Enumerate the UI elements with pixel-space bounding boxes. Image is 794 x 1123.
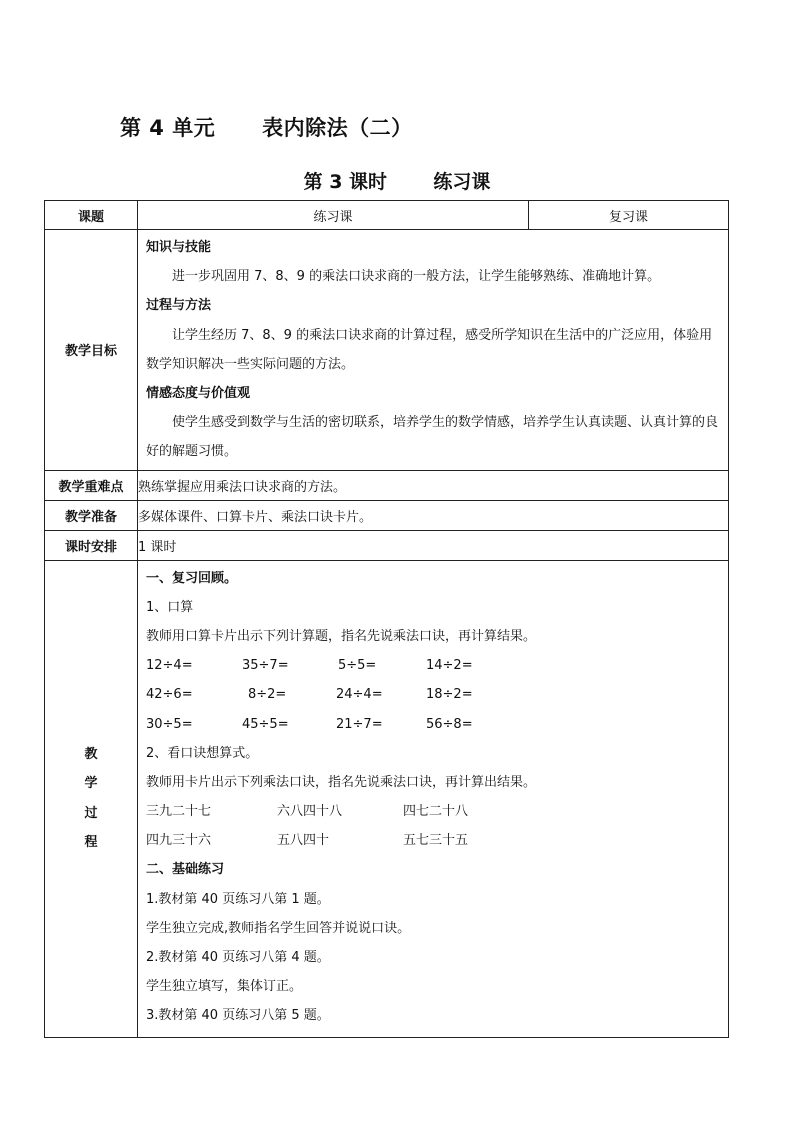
- calc-item: 12÷4=: [146, 658, 193, 674]
- prep-value: 多媒体课件、口算卡片、乘法口诀卡片。: [138, 500, 729, 530]
- rhyme-row: [146, 826, 722, 855]
- prep-row: [45, 500, 729, 530]
- sub-rhyme: 2、看口诀想算式。: [146, 745, 259, 761]
- process-label: [45, 560, 138, 1037]
- calc-item: 21÷7=: [336, 716, 383, 732]
- topic-label: 课题: [45, 201, 138, 230]
- calc-item: 14÷2=: [426, 658, 473, 674]
- sub-rhyme-desc: 教师用卡片出示下列乘法口诀，指名先说乘法口诀，再计算出结果。: [146, 774, 537, 790]
- sub-oral: 1、口算: [146, 599, 194, 615]
- calc-row: [146, 651, 722, 680]
- objectives-content: [138, 230, 729, 471]
- rhyme-item: 六八四十八: [277, 804, 343, 820]
- exercise-1-desc: 学生独立完成,教师指名学生回答并说说口诀。: [146, 920, 411, 936]
- objectives-label: 教学目标: [45, 230, 138, 471]
- section-review: 一、复习回顾。: [146, 570, 238, 586]
- exercise-2: 2.教材第 40 页练习八第 4 题。: [146, 950, 330, 966]
- obj2-heading: 过程与方法: [146, 298, 212, 314]
- topic-row: [45, 201, 729, 230]
- process-content: [138, 560, 729, 1037]
- process-label-char: 学: [84, 776, 98, 792]
- schedule-label: 课时安排: [45, 530, 138, 560]
- calc-item: 5÷5=: [338, 658, 377, 674]
- schedule-row: [45, 530, 729, 560]
- key-row: [45, 470, 729, 500]
- process-row: [45, 560, 729, 1037]
- calc-item: 35÷7=: [242, 658, 289, 674]
- unit-title: 第 4 单元 表内除法（二）: [120, 116, 413, 140]
- key-label: 教学重难点: [45, 470, 138, 500]
- calc-row: [146, 680, 722, 709]
- rhyme-row: [146, 797, 722, 826]
- rhyme-item: 五八四十: [277, 833, 330, 849]
- rhyme-item: 四七二十八: [403, 804, 469, 820]
- prep-label: 教学准备: [45, 500, 138, 530]
- lesson-plan-table: [44, 200, 729, 1038]
- calc-item: 42÷6=: [146, 687, 193, 703]
- process-label-char: 程: [84, 834, 98, 850]
- calc-item: 45÷5=: [242, 716, 289, 732]
- obj1-text: 进一步巩固用 7、8、9 的乘法口诀求商的一般方法，让学生能够熟练、准确地计算。: [172, 269, 661, 285]
- exercise-3: 3.教材第 40 页练习八第 5 题。: [146, 1008, 330, 1024]
- exercise-2-desc: 学生独立填写，集体订正。: [146, 979, 303, 995]
- schedule-value: 1 课时: [138, 530, 729, 560]
- obj1-heading: 知识与技能: [146, 240, 212, 255]
- calc-item: 8÷2=: [248, 687, 287, 703]
- process-label-char: 过: [84, 805, 98, 821]
- lesson-title: 第 3 课时 练习课: [303, 171, 491, 193]
- rhyme-item: 五七三十五: [403, 833, 469, 849]
- rhyme-item: 四九三十六: [146, 833, 212, 849]
- topic-value: 练习课: [138, 201, 529, 230]
- key-value: 熟练掌握应用乘法口诀求商的方法。: [138, 470, 729, 500]
- obj2-text: 让学生经历 7、8、9 的乘法口诀求商的计算过程，感受所学知识在生活中的广泛应用，体验用数学知识解决一些实际问题的方法。: [146, 327, 713, 372]
- calc-item: 30÷5=: [146, 716, 193, 732]
- calc-item: 24÷4=: [336, 687, 383, 703]
- topic-type: 复习课: [529, 201, 729, 230]
- process-label-char: 教: [84, 747, 98, 763]
- obj3-heading: 情感态度与价值观: [146, 385, 251, 401]
- calc-item: 56÷8=: [426, 716, 473, 732]
- section-basic: 二、基础练习: [146, 862, 225, 878]
- calc-row: [146, 710, 722, 739]
- objectives-row: [45, 230, 729, 471]
- exercise-1: 1.教材第 40 页练习八第 1 题。: [146, 891, 330, 907]
- sub-oral-desc: 教师用口算卡片出示下列计算题，指名先说乘法口诀，再计算结果。: [146, 628, 537, 644]
- calc-item: 18÷2=: [426, 687, 473, 703]
- rhyme-item: 三九二十七: [146, 804, 212, 820]
- obj3-text: 使学生感受到数学与生活的密切联系，培养学生的数学情感，培养学生认真读题、认真计算的良好的解题习惯。: [146, 415, 719, 460]
